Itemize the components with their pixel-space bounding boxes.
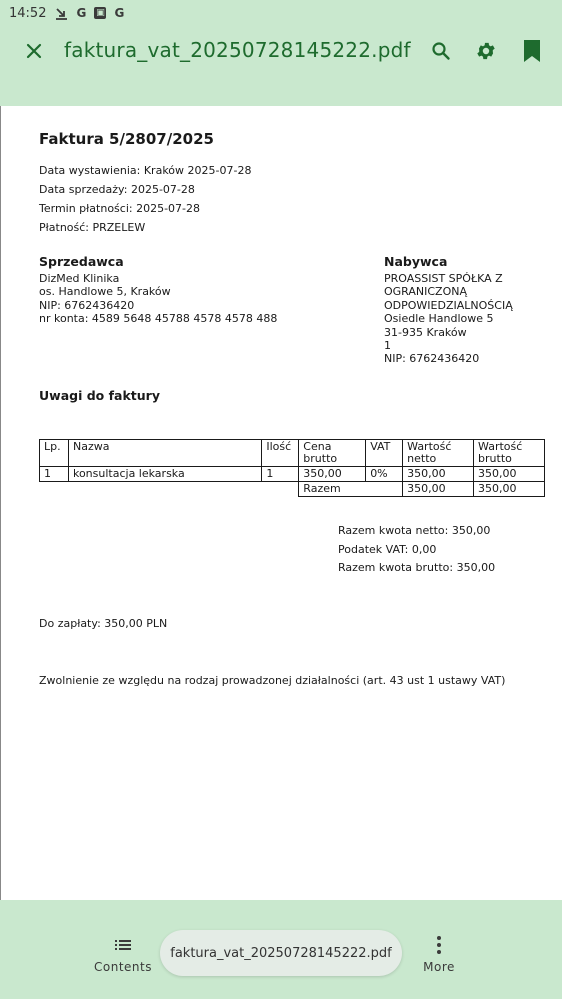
google-news-icon: ▣ (96, 8, 105, 18)
seller-block (39, 254, 277, 326)
col-header: Cena brutto (299, 440, 366, 467)
total-netto: Razem kwota netto: 350,00 (338, 524, 491, 537)
invoice-title: Faktura 5/2807/2025 (39, 130, 214, 148)
search-button[interactable] (421, 33, 461, 73)
bookmark-icon (523, 39, 541, 68)
filename-toast (160, 930, 402, 976)
items-table (39, 439, 545, 497)
more-button[interactable] (394, 934, 484, 974)
notes-heading: Uwagi do faktury (39, 388, 160, 403)
search-icon (431, 41, 451, 66)
buyer-line: 31-935 Kraków (384, 325, 467, 339)
cell: 0% (366, 467, 403, 482)
buyer-heading: Nabywca (384, 254, 448, 269)
seller-line: NIP: 6762436420 (39, 298, 135, 312)
status-bar (0, 0, 562, 26)
col-header: Wartość brutto (474, 440, 545, 467)
seller-line: nr konta: 4589 5648 45788 4578 4578 488 (39, 312, 278, 326)
google-g-icon: G (114, 6, 125, 20)
col-header: Ilość (262, 440, 299, 467)
sale-date: Data sprzedaży: 2025-07-28 (39, 183, 195, 196)
buyer-block (384, 254, 513, 366)
sum-brutto: 350,00 (474, 482, 545, 497)
col-header: Nazwa (68, 440, 261, 467)
amount-due: Do zapłaty: 350,00 PLN (39, 617, 168, 630)
contents-button[interactable] (78, 934, 168, 974)
cell: 350,00 (299, 467, 366, 482)
close-icon (26, 43, 42, 64)
table-sum-row (40, 482, 545, 497)
contents-label: Contents (94, 960, 152, 974)
invoice-meta (39, 161, 251, 237)
status-time: 14:52 (9, 5, 47, 21)
cell: konsultacja lekarska (68, 467, 261, 482)
settings-button[interactable] (466, 33, 506, 73)
sum-netto: 350,00 (403, 482, 474, 497)
buyer-line: PROASSIST SPÓŁKA Z (384, 272, 503, 285)
table-header-row (40, 440, 545, 467)
vat-exemption-note: Zwolnienie ze względu na rodzaj prowadzonej działalności (art. 43 ust 1 ustawy VAT) (39, 674, 506, 687)
empty-cell (262, 482, 299, 497)
payment-due-date: Termin płatności: 2025-07-28 (39, 202, 201, 215)
cell: 1 (40, 467, 69, 482)
total-brutto: Razem kwota brutto: 350,00 (338, 561, 496, 574)
seller-heading: Sprzedawca (39, 254, 124, 269)
top-app-bar (0, 0, 562, 106)
buyer-line: 1 (384, 339, 391, 353)
table-row (40, 467, 545, 482)
cell: 1 (262, 467, 299, 482)
more-vertical-icon (394, 934, 484, 956)
missed-call-icon (54, 6, 68, 20)
close-button[interactable] (14, 33, 54, 73)
toast-text: faktura_vat_20250728145222.pdf (170, 945, 392, 961)
issue-date: Data wystawienia: Kraków 2025-07-28 (39, 164, 252, 177)
buyer-line: ODPOWIEDZIALNOŚCIĄ (384, 298, 513, 312)
buyer-line: NIP: 6762436420 (384, 352, 480, 366)
gear-icon (475, 40, 497, 67)
page-edge (0, 106, 1, 900)
empty-cell (40, 482, 69, 497)
seller-line: os. Handlowe 5, Kraków (39, 285, 171, 299)
more-label: More (423, 960, 455, 974)
buyer-line: Osiedle Handlowe 5 (384, 312, 494, 326)
cell: 350,00 (474, 467, 545, 482)
buyer-line: OGRANICZONĄ (384, 285, 468, 299)
col-header: Lp. (40, 440, 69, 467)
google-g-icon: G (76, 6, 87, 20)
toolbar (0, 26, 562, 80)
col-header: VAT (366, 440, 403, 467)
payment-method: Płatność: PRZELEW (39, 221, 146, 234)
seller-line: DizMed Klinika (39, 272, 120, 285)
contents-list-icon (78, 934, 168, 956)
cell: 350,00 (403, 467, 474, 482)
sum-label: Razem (299, 482, 403, 497)
document-title: faktura_vat_20250728145222.pdf (64, 38, 411, 62)
col-header: Wartość netto (403, 440, 474, 467)
total-vat: Podatek VAT: 0,00 (338, 542, 437, 556)
empty-cell (68, 482, 261, 497)
bookmark-button[interactable] (512, 33, 552, 73)
totals-block (338, 522, 495, 578)
